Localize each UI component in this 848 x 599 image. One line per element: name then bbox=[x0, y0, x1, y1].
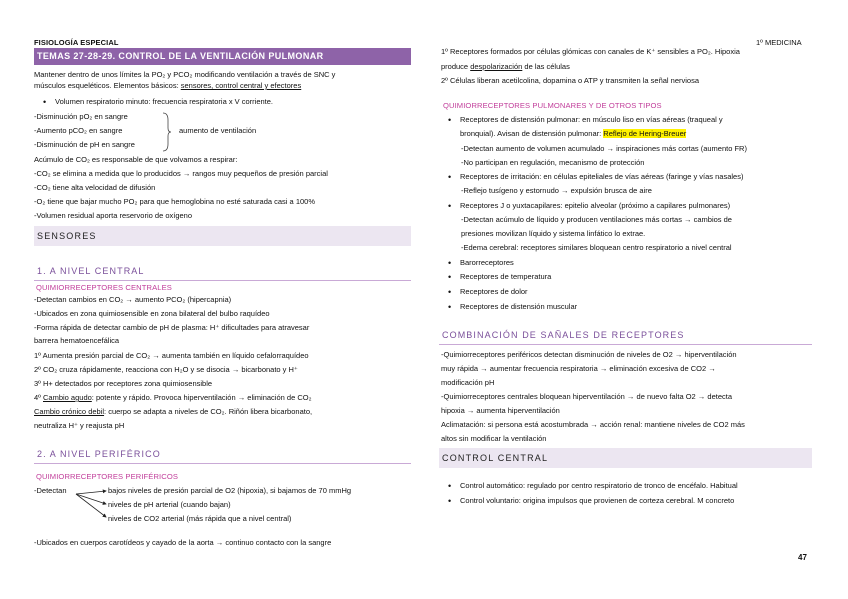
pulmonares-subheading: QUIMIORRECEPTORES PULMONARES Y DE OTROS TIPOS bbox=[443, 101, 662, 110]
receptor-bullet: • Receptores J o yuxtacapilares: epitelio alveolar (próximo a capilares pulmonares) bbox=[460, 201, 730, 211]
central-heading: 1. A NIVEL CENTRAL bbox=[37, 266, 145, 276]
cambio-cronico-line-2: neutraliza H⁺ y reajusta pH bbox=[34, 421, 125, 430]
receptor-bullet: • Receptores de distensión muscular bbox=[460, 302, 577, 312]
central-line: -Ubicados en zona quimiosensible en zona bilateral del bulbo raquídeo bbox=[34, 309, 270, 318]
combinacion-line: -Quimiorreceptores periféricos detectan disminución de niveles de O2 → hiperventilación bbox=[441, 350, 737, 359]
central-heading-box bbox=[34, 258, 411, 281]
detectan-branch: niveles de CO2 arterial (más rápida que a nivel central) bbox=[108, 514, 292, 523]
ubicados-line: -Ubicados en cuerpos carotídeos y cayado de la aorta → continuo contacto con la sangre bbox=[34, 538, 332, 547]
control-central-section-bar bbox=[439, 448, 812, 468]
brace-item: -Aumento pCO₂ en sangre bbox=[34, 126, 123, 135]
cambio-cronico-line: Cambio crónico debil: cuerpo se adapta a niveles de CO₂. Riñón libera bicarbonato, bbox=[34, 407, 313, 416]
intro-bullet: • Volumen respiratorio minuto: frecuencia respiratoria x V corriente. bbox=[55, 97, 273, 107]
central-line: 1º Aumenta presión parcial de CO₂ → aumenta también en líquido cefalorraquídeo bbox=[34, 351, 309, 360]
brace-result: aumento de ventilación bbox=[179, 126, 257, 135]
central-line: 2º CO₂ cruza rápidamente, reacciona con H₂O y se disocia → bicarbonato y H⁺ bbox=[34, 365, 298, 374]
receptor-sub: presiones movilizan líquido y sistema linfático lo extrae. bbox=[461, 229, 646, 238]
receptor-bullet: • Barorreceptores bbox=[460, 258, 514, 268]
intro-line: Acúmulo de CO₂ es responsable de que volvamos a respirar: bbox=[34, 155, 238, 164]
receptor-bullet: • Receptores de distensión pulmonar: en músculo liso en vías aéreas (traqueal y bbox=[460, 115, 723, 125]
receptor-bullet: • Receptores de dolor bbox=[460, 287, 528, 297]
receptor-sub: -Edema cerebral: receptores similares bloquean centro respiratorio a nivel central bbox=[461, 243, 732, 252]
periferico-heading-box bbox=[34, 441, 411, 464]
receptor-sub: -Reflejo tusígeno y estornudo → expulsión brusca de aire bbox=[461, 186, 652, 195]
intro-line-1: Mantener dentro de unos límites la PO₂ y PCO₂ modificando ventilación a través de SNC y bbox=[34, 70, 336, 79]
central-subheading: QUIMIORRECEPTORES CENTRALES bbox=[36, 283, 172, 292]
receptor-bullet: • Receptores de irritación: en células epiteliales de vías aéreas (faringe y vías nasales) bbox=[460, 172, 743, 182]
periferico-subheading: QUIMIORRECEPTORES PERIFÉRICOS bbox=[36, 472, 178, 481]
detectan-branch: niveles de pH arterial (cuando bajan) bbox=[108, 500, 231, 509]
central-line: 3º H+ detectados por receptores zona quimiosensible bbox=[34, 379, 213, 388]
periferico-heading: 2. A NIVEL PERIFÉRICO bbox=[37, 449, 161, 459]
sensores-heading: SENSORES bbox=[37, 231, 97, 241]
page-number: 47 bbox=[798, 553, 807, 562]
brace-item: -Disminución de pH en sangre bbox=[34, 140, 135, 149]
combinacion-line: Aclimatación: si persona está acostumbrada → acción renal: mantiene niveles de CO2 más bbox=[441, 420, 745, 429]
right-top-line: produce despolarización de las células bbox=[441, 62, 570, 71]
header-subject: FISIOLOGÍA ESPECIAL bbox=[34, 38, 119, 47]
combinacion-line: -Quimiorreceptores centrales bloquean hiperventilación → de nuevo falta O2 → detecta bbox=[441, 392, 732, 401]
branch-arrows-icon bbox=[74, 486, 110, 522]
intro-line: -O₂ tiene que bajar mucho PO₂ para que hemoglobina no esté saturada casi a 100% bbox=[34, 197, 315, 206]
central-line: -Detectan cambios en CO₂ → aumento PCO₂ (hipercapnia) bbox=[34, 295, 232, 304]
combinacion-heading-box bbox=[439, 322, 812, 345]
receptor-bullet: • Receptores de temperatura bbox=[460, 272, 551, 282]
right-top-line: 2º Células liberan acetilcolina, dopamina o ATP y transmiten la señal nerviosa bbox=[441, 76, 700, 85]
intro-line: -CO₂ tiene alta velocidad de difusión bbox=[34, 183, 156, 192]
central-line: -Forma rápida de detectar cambio de pH de plasma: H⁺ dificultades para atravesar bbox=[34, 323, 310, 332]
cambio-agudo-line: 4º Cambio agudo: potente y rápido. Provoca hiperventilación → eliminación de CO₂ bbox=[34, 393, 312, 402]
brace-icon bbox=[160, 112, 172, 152]
intro-line-2: músculos esqueléticos. Elementos básicos: sensores, control central y efectores bbox=[34, 81, 302, 90]
receptor-sub: -Detectan aumento de volumen acumulado → inspiraciones más cortas (aumento FR) bbox=[461, 144, 747, 153]
intro-line: -Volumen residual aporta reservorio de oxígeno bbox=[34, 211, 193, 220]
detectan-label: -Detectan bbox=[34, 486, 67, 495]
combinacion-line: modificación pH bbox=[441, 378, 495, 387]
combinacion-line: hipoxia → aumenta hiperventilación bbox=[441, 406, 560, 415]
title-bar bbox=[34, 48, 411, 65]
combinacion-line: muy rápida → aumentar frecuencia respiratoria → eliminación excesiva de CO2 → bbox=[441, 364, 716, 373]
receptor-sub: -No participan en regulación, mecanismo de protección bbox=[461, 158, 645, 167]
right-top-line: 1º Receptores formados por células glómicas con canales de K⁺ sensibles a PO₂. Hipoxia bbox=[441, 47, 740, 56]
hering-breuer-highlight: Reflejo de Hering-Breuer bbox=[603, 129, 687, 138]
intro-line: -CO₂ se elimina a medida que lo producidos → rangos muy pequeños de presión parcial bbox=[34, 169, 328, 178]
receptor-line: bronquial). Avisan de distensión pulmonar: Reflejo de Hering-Breuer bbox=[460, 129, 687, 138]
receptor-sub: -Detectan acúmulo de líquido y producen ventilaciones más cortas → cambios de bbox=[461, 215, 732, 224]
detectan-branch: bajos niveles de presión parcial de O2 (hipoxia), si bajamos de 70 mmHg bbox=[108, 486, 352, 495]
sensores-section-bar bbox=[34, 226, 411, 246]
control-central-heading: CONTROL CENTRAL bbox=[442, 453, 549, 463]
central-line: barrera hematoencefálica bbox=[34, 336, 120, 345]
control-bullet: • Control automático: regulado por centro respiratorio de tronco de encéfalo. Habitual bbox=[460, 481, 738, 491]
control-bullet: • Control voluntario: origina impulsos que provienen de corteza cerebral. M concreto bbox=[460, 496, 734, 506]
page-title: TEMAS 27-28-29. CONTROL DE LA VENTILACIÓN PULMONAR bbox=[37, 51, 324, 61]
combinacion-heading: COMBINACIÓN DE SAÑALES DE RECEPTORES bbox=[442, 330, 685, 340]
combinacion-line: altos sin modificar la ventilación bbox=[441, 434, 547, 443]
brace-item: -Disminución pO₂ en sangre bbox=[34, 112, 128, 121]
header-course: 1º MEDICINA bbox=[756, 38, 802, 47]
